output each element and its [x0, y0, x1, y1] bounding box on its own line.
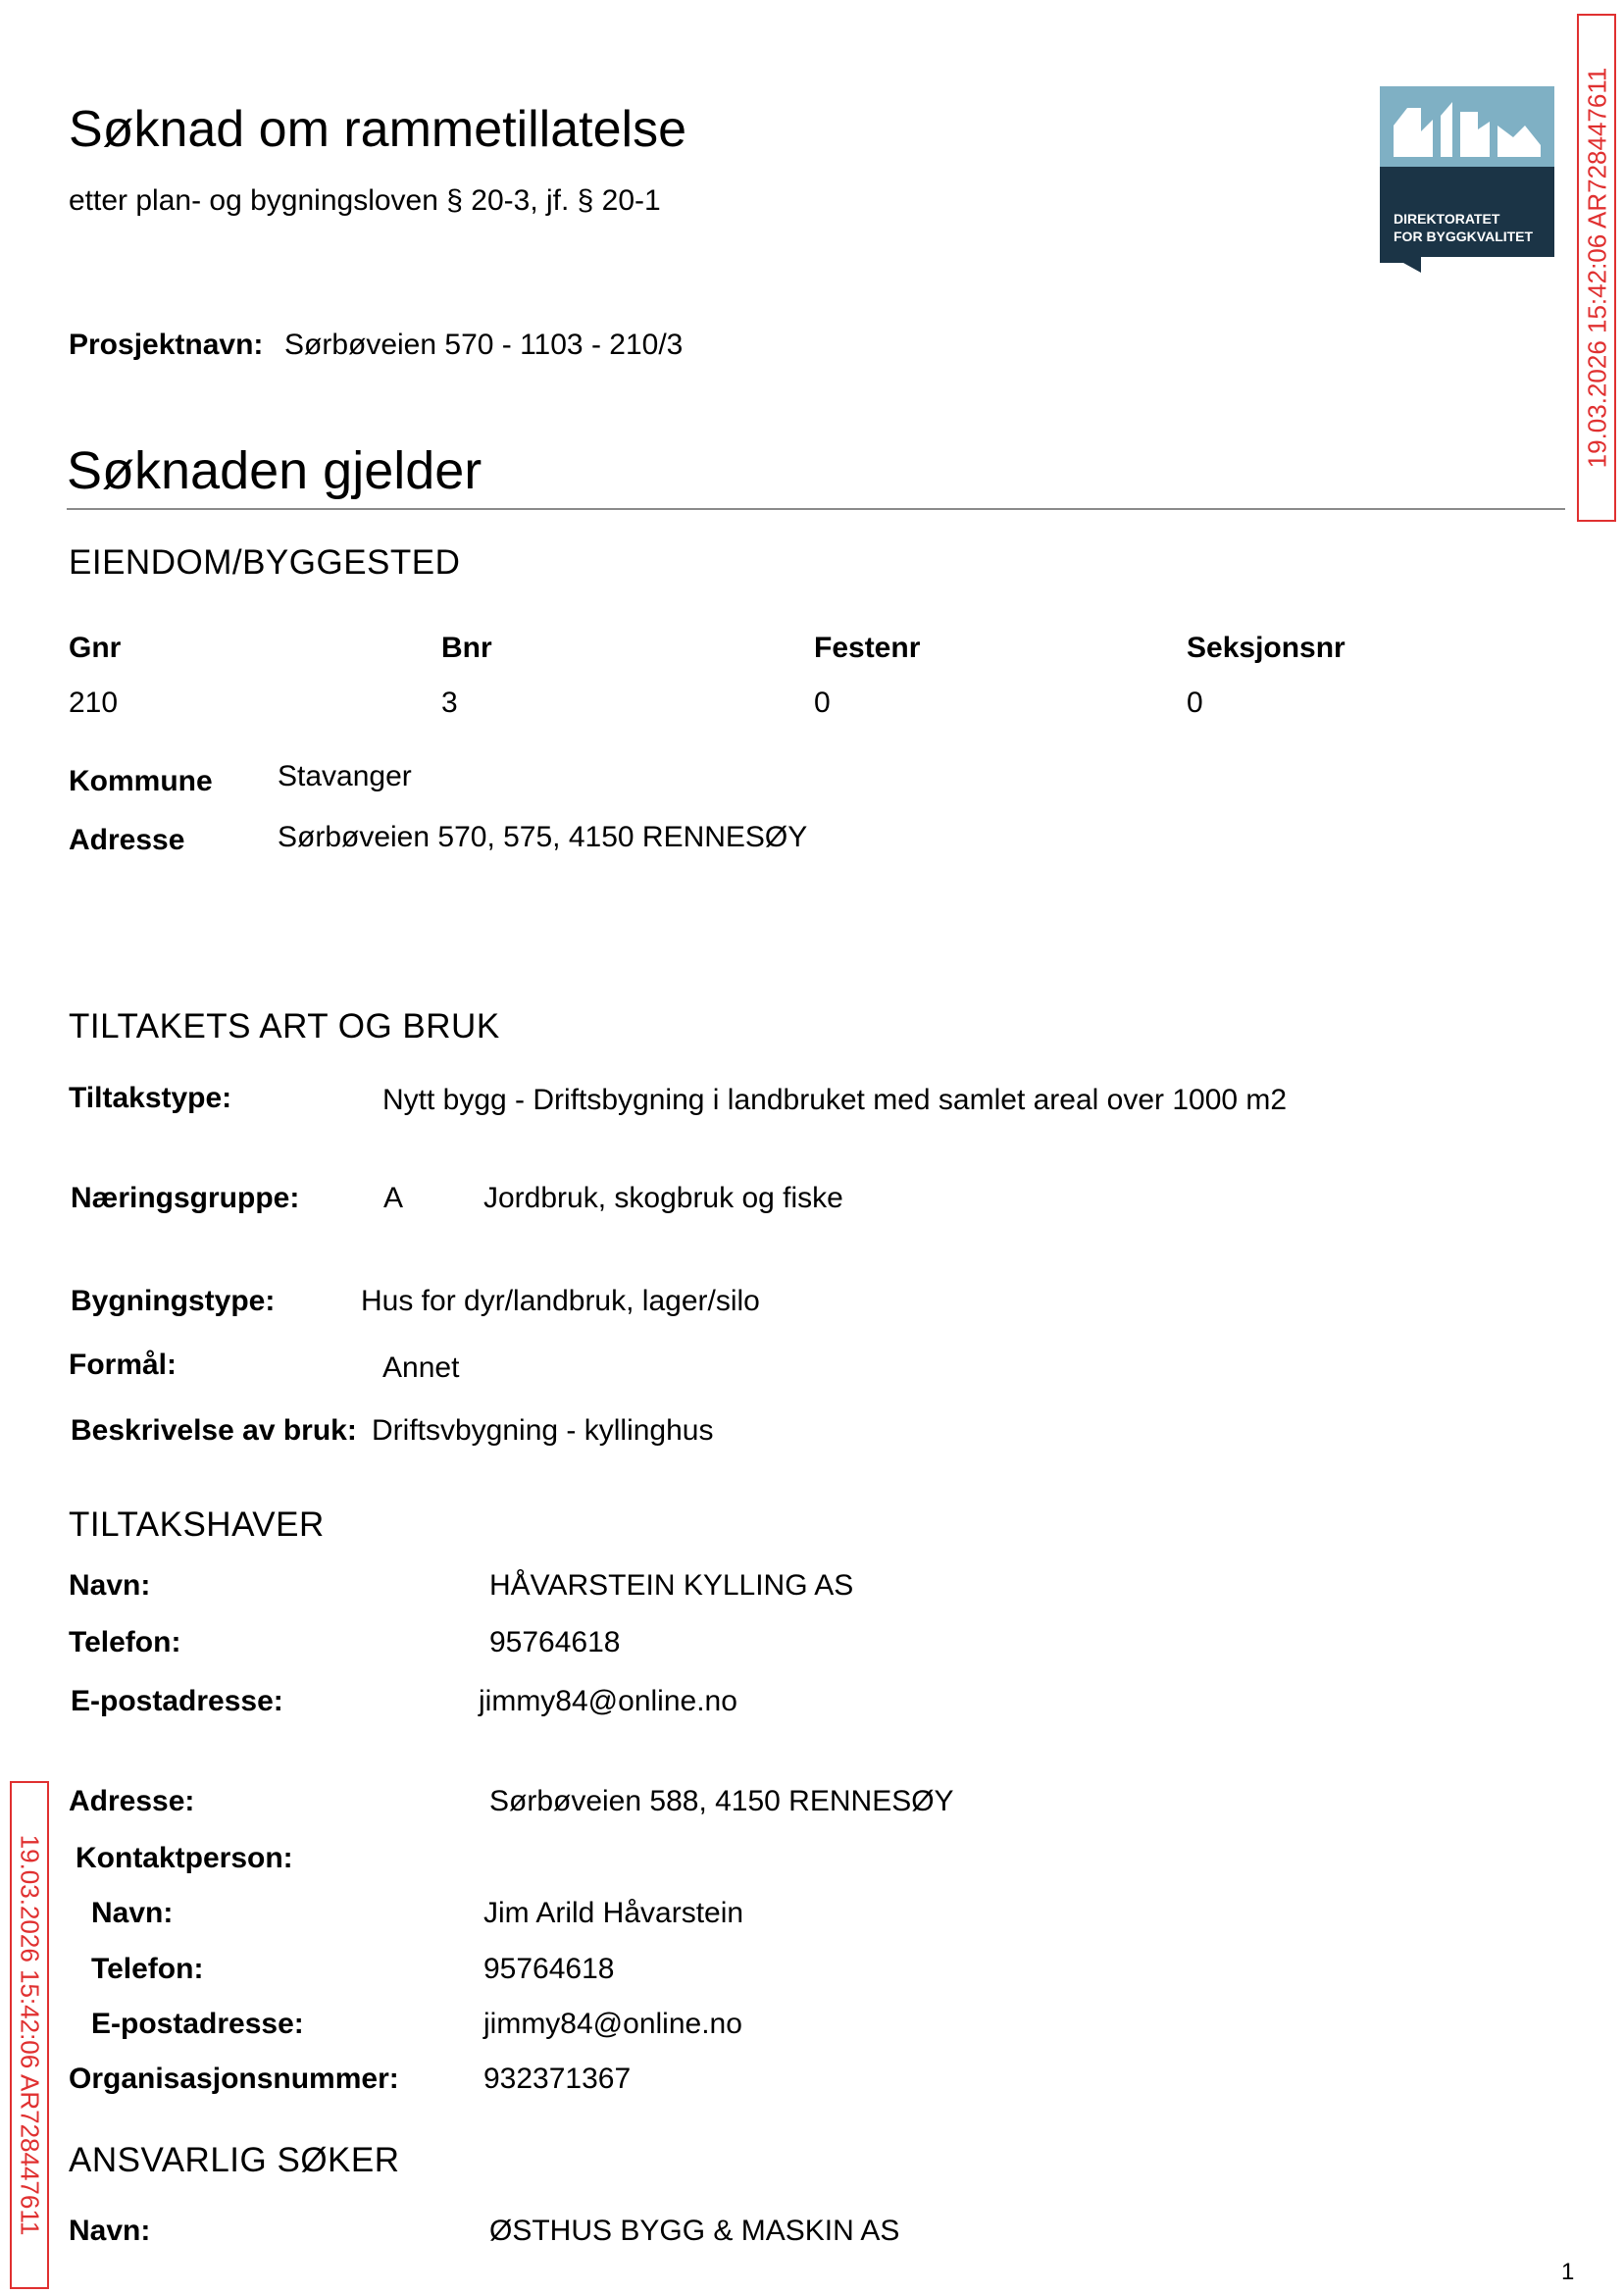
- seksjonsnr-label: Seksjonsnr: [1187, 632, 1345, 664]
- tiltakstype-value: Nytt bygg - Driftsbygning i landbruket med samlet areal over 1000 m2: [382, 1084, 1288, 1116]
- bygningstype-value: Hus for dyr/landbruk, lager/silo: [361, 1285, 760, 1317]
- tiltakshaver-epost-value: jimmy84@online.no: [479, 1685, 737, 1717]
- kontakt-navn-value: Jim Arild Håvarstein: [483, 1897, 744, 1929]
- tiltakstype-label: Tiltakstype:: [69, 1082, 232, 1114]
- kommune-value: Stavanger: [278, 760, 412, 792]
- tiltak-heading: TILTAKETS ART OG BRUK: [69, 1007, 500, 1045]
- beskrivelse-value: Driftsvbygning - kyllinghus: [372, 1414, 714, 1447]
- property-heading: EIENDOM/BYGGESTED: [69, 543, 461, 582]
- tiltakshaver-telefon-value: 95764618: [489, 1626, 621, 1658]
- document-subtitle: etter plan- og bygningsloven § 20-3, jf. § 20-1: [69, 184, 661, 217]
- kontakt-epost-value: jimmy84@online.no: [483, 2008, 742, 2040]
- section-title: Søknaden gjelder: [67, 441, 482, 500]
- beskrivelse-label: Beskrivelse av bruk:: [71, 1414, 357, 1447]
- kommune-label: Kommune: [69, 765, 213, 797]
- bnr-value: 3: [441, 687, 458, 719]
- dibk-logo: [1380, 86, 1554, 275]
- ansvarlig-soker-navn-value: ØSTHUS BYGG & MASKIN AS: [489, 2215, 900, 2247]
- kontakt-navn-label: Navn:: [91, 1897, 174, 1929]
- kontaktperson-label: Kontaktperson:: [76, 1842, 293, 1874]
- festenr-label: Festenr: [814, 632, 921, 664]
- bygningstype-label: Bygningstype:: [71, 1285, 276, 1317]
- archive-stamp-top: [1577, 14, 1616, 522]
- archive-stamp-bottom: [10, 1781, 49, 2289]
- ansvarlig-soker-navn-label: Navn:: [69, 2215, 151, 2247]
- bnr-label: Bnr: [441, 632, 492, 664]
- page-number: 1: [1561, 2259, 1575, 2285]
- tiltakshaver-navn-label: Navn:: [69, 1569, 151, 1602]
- tiltakshaver-epost-label: E-postadresse:: [71, 1685, 283, 1717]
- orgnr-label: Organisasjonsnummer:: [69, 2063, 399, 2095]
- kontakt-telefon-value: 95764618: [483, 1953, 615, 1985]
- tiltakshaver-adresse-label: Adresse:: [69, 1785, 195, 1817]
- adresse-label: Adresse: [69, 824, 185, 856]
- naeringsgruppe-value: Jordbruk, skogbruk og fiske: [483, 1182, 843, 1214]
- section-divider: [67, 508, 1565, 510]
- logo-text-line2: FOR BYGGKVALITET: [1394, 229, 1534, 244]
- tiltakshaver-navn-value: HÅVARSTEIN KYLLING AS: [489, 1569, 854, 1602]
- archive-stamp-bottom-text: 19.03.2026 15:42:06 AR728447611: [15, 1834, 44, 2236]
- gnr-value: 210: [69, 687, 119, 719]
- formal-label: Formål:: [69, 1349, 178, 1381]
- tiltakshaver-heading: TILTAKSHAVER: [69, 1505, 325, 1544]
- dibk-logo-mark-icon: [1380, 86, 1554, 275]
- formal-value: Annet: [382, 1351, 460, 1384]
- orgnr-value: 932371367: [483, 2063, 632, 2095]
- gnr-label: Gnr: [69, 632, 122, 664]
- naeringsgruppe-label: Næringsgruppe:: [71, 1182, 300, 1214]
- tiltakshaver-adresse-value: Sørbøveien 588, 4150 RENNESØY: [489, 1785, 954, 1817]
- tiltakshaver-telefon-label: Telefon:: [69, 1626, 181, 1658]
- document-title: Søknad om rammetillatelse: [69, 101, 686, 158]
- logo-text-line1: DIREKTORATET: [1394, 211, 1500, 227]
- adresse-value: Sørbøveien 570, 575, 4150 RENNESØY: [278, 821, 808, 853]
- festenr-value: 0: [814, 687, 831, 719]
- ansvarlig-soker-heading: ANSVARLIG SØKER: [69, 2141, 400, 2179]
- kontakt-epost-label: E-postadresse:: [91, 2008, 304, 2040]
- seksjonsnr-value: 0: [1187, 687, 1203, 719]
- naeringsgruppe-code: A: [383, 1182, 404, 1214]
- archive-stamp-top-text: 19.03.2026 15:42:06 AR728447611: [1582, 67, 1611, 469]
- project-name-value: Sørbøveien 570 - 1103 - 210/3: [284, 329, 684, 361]
- project-name-label: Prosjektnavn:: [69, 329, 264, 361]
- kontakt-telefon-label: Telefon:: [91, 1953, 204, 1985]
